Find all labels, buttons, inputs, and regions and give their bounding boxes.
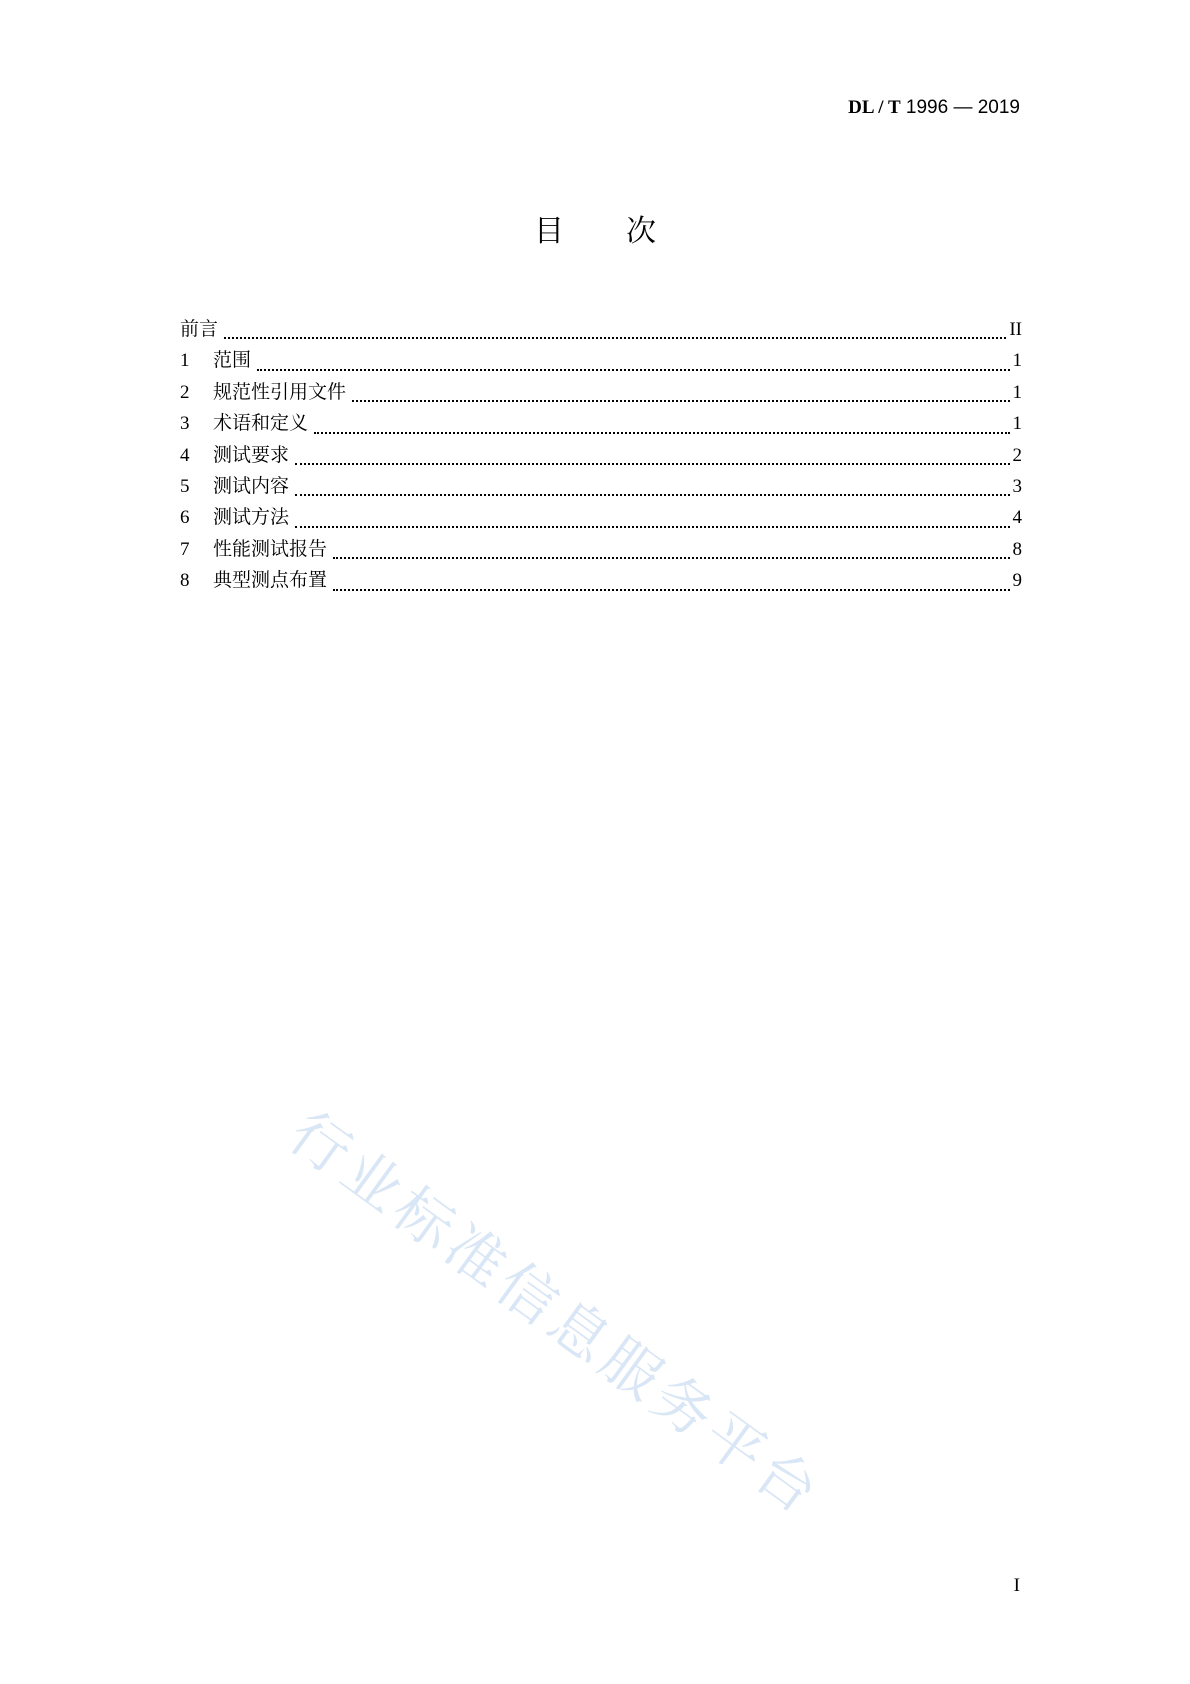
- toc-entry-page: 2: [1012, 444, 1022, 466]
- toc-entry-label: 典型测点布置: [213, 569, 328, 592]
- toc-entry-page: 1: [1012, 413, 1022, 435]
- page-title-char-1: 目: [534, 214, 564, 249]
- toc-entry-number: 3: [180, 413, 190, 435]
- toc-entry-page: 9: [1012, 570, 1022, 592]
- toc-entry-label: 测试要求: [213, 443, 290, 466]
- toc-entry-label: 规范性引用文件: [213, 380, 347, 403]
- toc-entry-number: 6: [180, 507, 190, 529]
- dot-leader: [295, 526, 1009, 528]
- dot-leader: [295, 463, 1009, 465]
- toc-entry-page: 1: [1012, 381, 1022, 403]
- toc-entry-label: 术语和定义: [213, 412, 309, 435]
- page-title-char-2: 次: [626, 214, 656, 249]
- toc-entry-test-requirements[interactable]: [180, 440, 1022, 471]
- dot-leader: [257, 369, 1009, 371]
- toc-entry-number: 7: [180, 538, 190, 560]
- dot-leader: [295, 494, 1009, 496]
- toc-entry-page: 3: [1012, 475, 1022, 497]
- toc-entry-normative-references[interactable]: [180, 377, 1022, 408]
- watermark: 行业标准信息服务平台: [277, 1098, 835, 1530]
- page-number: I: [1013, 1575, 1020, 1596]
- toc-entry-page: 8: [1012, 538, 1022, 560]
- toc-entry-label: 测试内容: [213, 474, 290, 497]
- table-of-contents: [180, 314, 1022, 597]
- toc-entry-page: 1: [1012, 350, 1022, 372]
- toc-entry-terms-definitions[interactable]: [180, 408, 1022, 439]
- toc-entry-label: 测试方法: [213, 506, 290, 529]
- standard-code: [848, 96, 1020, 120]
- toc-entry-measuring-points[interactable]: [180, 565, 1022, 596]
- toc-entry-test-methods[interactable]: [180, 502, 1022, 533]
- toc-entry-label: 性能测试报告: [213, 537, 328, 560]
- toc-entry-foreword[interactable]: [180, 314, 1022, 345]
- dot-leader: [333, 557, 1009, 559]
- dot-leader: [352, 400, 1009, 402]
- toc-entry-number: 5: [180, 475, 190, 497]
- toc-entry-page: II: [1009, 319, 1022, 340]
- toc-entry-number: 1: [180, 350, 190, 372]
- toc-entry-number: 4: [180, 444, 190, 466]
- standard-code-prefix: DL / T: [848, 97, 901, 118]
- toc-entry-performance-report[interactable]: [180, 534, 1022, 565]
- standard-code-number: 1996 — 2019: [900, 97, 1020, 118]
- dot-leader: [333, 589, 1009, 591]
- toc-entry-page: 4: [1012, 507, 1022, 529]
- toc-entry-label: 前言: [180, 318, 219, 340]
- toc-entry-label: 范围: [213, 349, 252, 372]
- toc-entry-test-content[interactable]: [180, 471, 1022, 502]
- toc-entry-number: 8: [180, 570, 190, 592]
- dot-leader: [224, 337, 1006, 339]
- toc-entry-number: 2: [180, 381, 190, 403]
- page-title: [0, 212, 1190, 252]
- dot-leader: [314, 432, 1009, 434]
- toc-entry-scope[interactable]: [180, 345, 1022, 376]
